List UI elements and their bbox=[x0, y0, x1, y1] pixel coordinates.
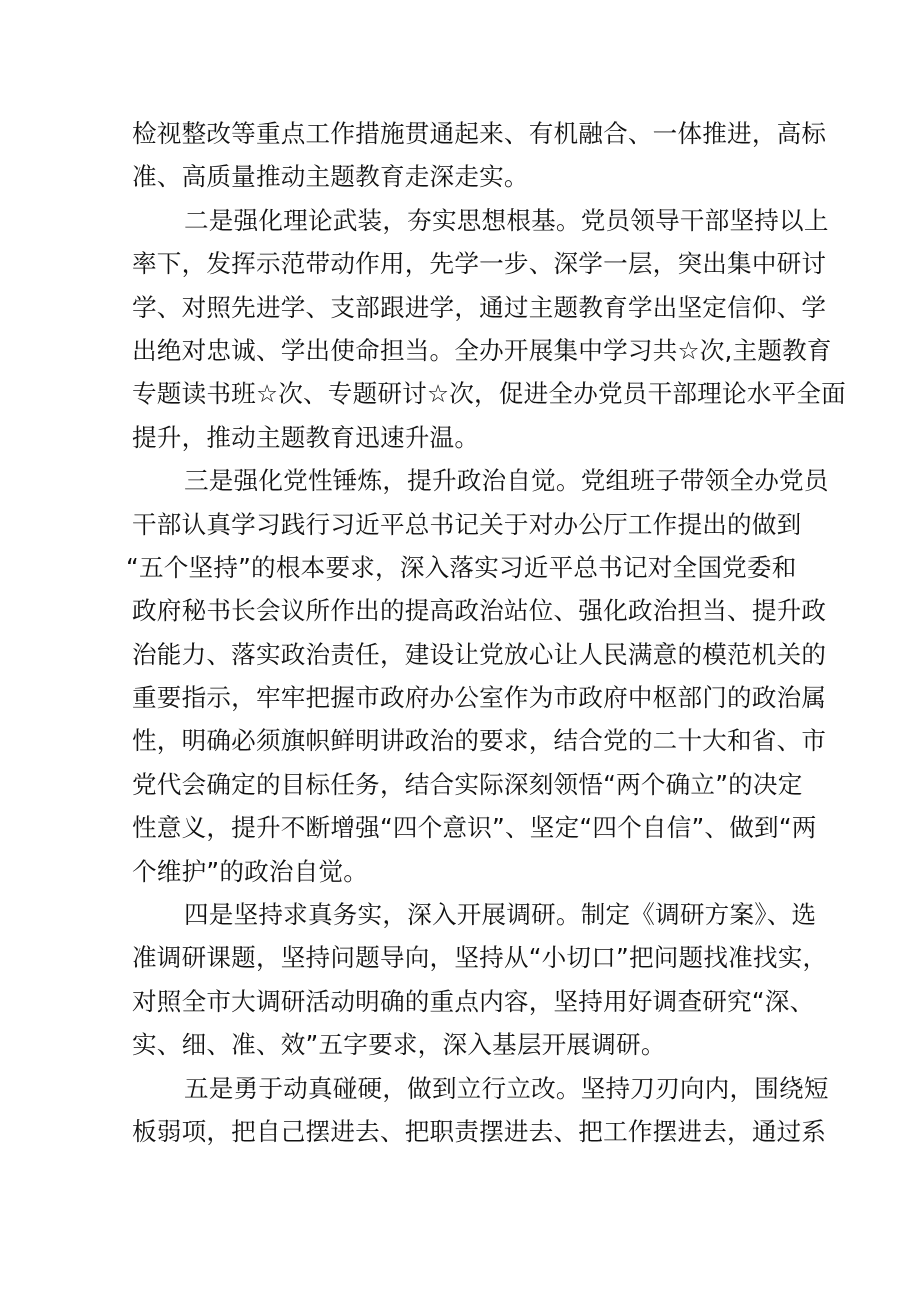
paragraph-2-line-5: 专题读书班☆次、专题研讨☆次，促进全办党员干部理论水平全面 bbox=[132, 379, 846, 409]
paragraph-4-line-2: 准调研课题，坚持问题导向，坚持从“小切口”把问题找准找实， bbox=[132, 943, 828, 973]
paragraph-5-line-2: 板弱项，把自己摆进去、把职责摆进去、把工作摆进去，通过系 bbox=[132, 1116, 827, 1146]
paragraph-3-line-4: 政府秘书长会议所作出的提高政治站位、强化政治担当、提升政 bbox=[132, 596, 827, 626]
paragraph-2-line-2: 率下，发挥示范带动作用，先学一步、深学一层，突出集中研讨 bbox=[132, 249, 827, 279]
paragraph-5-line-1: 五是勇于动真碰硬，做到立行立改。坚持刀刃向内，围绕短 bbox=[184, 1073, 829, 1103]
paragraph-4-line-4: 实、细、准、效”五字要求，深入基层开展调研。 bbox=[132, 1030, 666, 1060]
paragraph-3-line-8: 党代会确定的目标任务，结合实际深刻领悟“两个确立”的决定 bbox=[132, 769, 803, 799]
paragraph-3-line-10: 个维护”的政治自觉。 bbox=[132, 856, 369, 886]
paragraph-2-line-6: 提升，推动主题教育迅速升温。 bbox=[132, 422, 480, 452]
paragraph-2-line-4: 出绝对忠诚、学出使命担当。全办开展集中学习共☆次,主题教育 bbox=[132, 335, 832, 365]
paragraph-3-line-6: 重要指示，牢牢把握市政府办公室作为市政府中枢部门的政治属 bbox=[132, 683, 827, 713]
paragraph-4-line-1: 四是坚持求真务实，深入开展调研。制定《调研方案》、选 bbox=[184, 900, 817, 930]
text-line-1: 检视整改等重点工作措施贯通起来、有机融合、一体推进，高标 bbox=[132, 119, 827, 148]
paragraph-3-line-3: “五个坚持”的根本要求，深入落实习近平总书记对全国党委和 bbox=[126, 552, 797, 582]
paragraph-3-line-9: 性意义，提升不断增强“四个意识”、坚定“四个自信”、做到“两 bbox=[132, 813, 817, 843]
paragraph-3-line-1: 三是强化党性锤炼，提升政治自觉。党组班子带领全办党员 bbox=[184, 466, 829, 496]
document-body bbox=[126, 112, 846, 1153]
paragraph-3-line-2: 干部认真学习践行习近平总书记关于对办公厅工作提出的做到 bbox=[132, 509, 802, 539]
paragraph-3-line-7: 性，明确必须旗帜鲜明讲政治的要求，结合党的二十大和省、市 bbox=[132, 726, 827, 756]
text-line-2: 准、高质量推动主题教育走深走实。 bbox=[132, 162, 529, 192]
paragraph-2-line-1: 二是强化理论武装，夯实思想根基。党员领导干部坚持以上 bbox=[184, 205, 829, 235]
paragraph-3-line-5: 治能力、落实政治责任，建设让党放心让人民满意的模范机关的 bbox=[132, 639, 827, 669]
paragraph-2-line-3: 学、对照先进学、支部跟进学，通过主题教育学出坚定信仰、学 bbox=[132, 292, 827, 322]
paragraph-4-line-3: 对照全市大调研活动明确的重点内容，坚持用好调查研究“深、 bbox=[132, 986, 815, 1016]
